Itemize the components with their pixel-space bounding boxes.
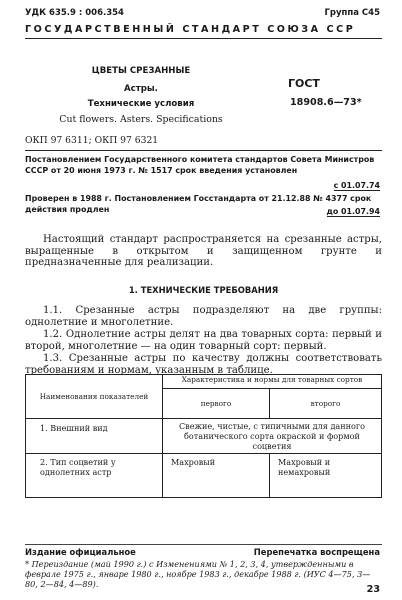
okp-codes: ОКП 97 6311; ОКП 97 6321	[25, 135, 159, 146]
section-heading: 1. ТЕХНИЧЕСКИЕ ТРЕБОВАНИЯ	[128, 285, 279, 295]
column-header-indicator: Наименования показателей	[26, 375, 163, 419]
okp-rule	[25, 150, 382, 151]
decree-date-start: с 01.07.74	[333, 181, 380, 190]
reprint-notice: Перепечатка воспрещена	[253, 547, 380, 557]
row-value-first: Махровый	[163, 454, 270, 498]
decree-text: Постановлением Государственного комитета стандартов Совета Министров СССР от 20 июня 1973 г. № 1517 срок введения установлен	[25, 155, 375, 175]
official-edition: Издание официальное	[25, 547, 136, 557]
standard-banner: ГОСУДАРСТВЕННЫЙ СТАНДАРТ СОЮЗА ССР	[25, 24, 356, 35]
paragraph-1-1: 1.1. Срезанные астры подразделяют на две группы: однолетние и многолетние.	[25, 305, 382, 328]
group-code: Группа С45	[324, 8, 380, 18]
udk-code: УДК 635.9 : 006.354	[25, 8, 124, 18]
banner-rule	[25, 38, 382, 39]
page-number: 23	[366, 584, 380, 595]
gost-number: 18908.6—73*	[290, 97, 362, 108]
intro-paragraph: Настоящий стандарт распространяется на срезанные астры, выращенные в открытом и защищенном грунте и предназначенные для реализации.	[25, 234, 382, 269]
footer-rule	[25, 544, 382, 545]
title-line-1: ЦВЕТЫ СРЕЗАННЫЕ	[91, 66, 191, 76]
column-header-second-grade: второго	[270, 389, 382, 419]
row-value-merged: Свежие, чистые, с типичными для данного ботанического сорта окраской и формой соцветия	[163, 419, 382, 454]
paragraph-1-3: 1.3. Срезанные астры по качеству должны соответствовать требованиям и нормам, указанным в таблице.	[25, 353, 382, 376]
column-group-header: Характеристика и нормы для товарных сортов	[163, 375, 382, 389]
specification-table	[25, 374, 382, 498]
paragraph-1-2: 1.2. Однолетние астры делят на два товарных сорта: первый и второй, многолетние — на один товарный сорт: первый.	[25, 329, 382, 352]
title-line-2: Астры.	[124, 84, 158, 94]
extension-text: Проверен в 1988 г. Постановлением Госстандарта от 21.12.88 № 4377 срок действия продлен	[25, 194, 372, 214]
title-line-3: Технические условия	[87, 99, 195, 109]
table-row	[26, 419, 382, 454]
title-english: Cut flowers. Asters. Specifications	[59, 114, 223, 125]
gost-label: ГОСТ	[288, 77, 320, 90]
footnote: * Переиздание (май 1990 г.) с Изменениями № 1, 2, 3, 4, утвержденными в феврале 1975 г., январе 1980 г., ноябре 1983 г., декабре 1988 г. (ИУС 4—75, 3—80, 2—84, 4—89).	[25, 559, 371, 589]
table-row	[26, 454, 382, 498]
row-value-second: Махровый и немахровый	[270, 454, 382, 498]
row-name: 2. Тип соцветий у однолетних астр	[26, 454, 163, 498]
extension-date: до 01.07.94	[326, 207, 380, 216]
column-header-first-grade: первого	[163, 389, 270, 419]
row-name: 1. Внешний вид	[26, 419, 163, 454]
